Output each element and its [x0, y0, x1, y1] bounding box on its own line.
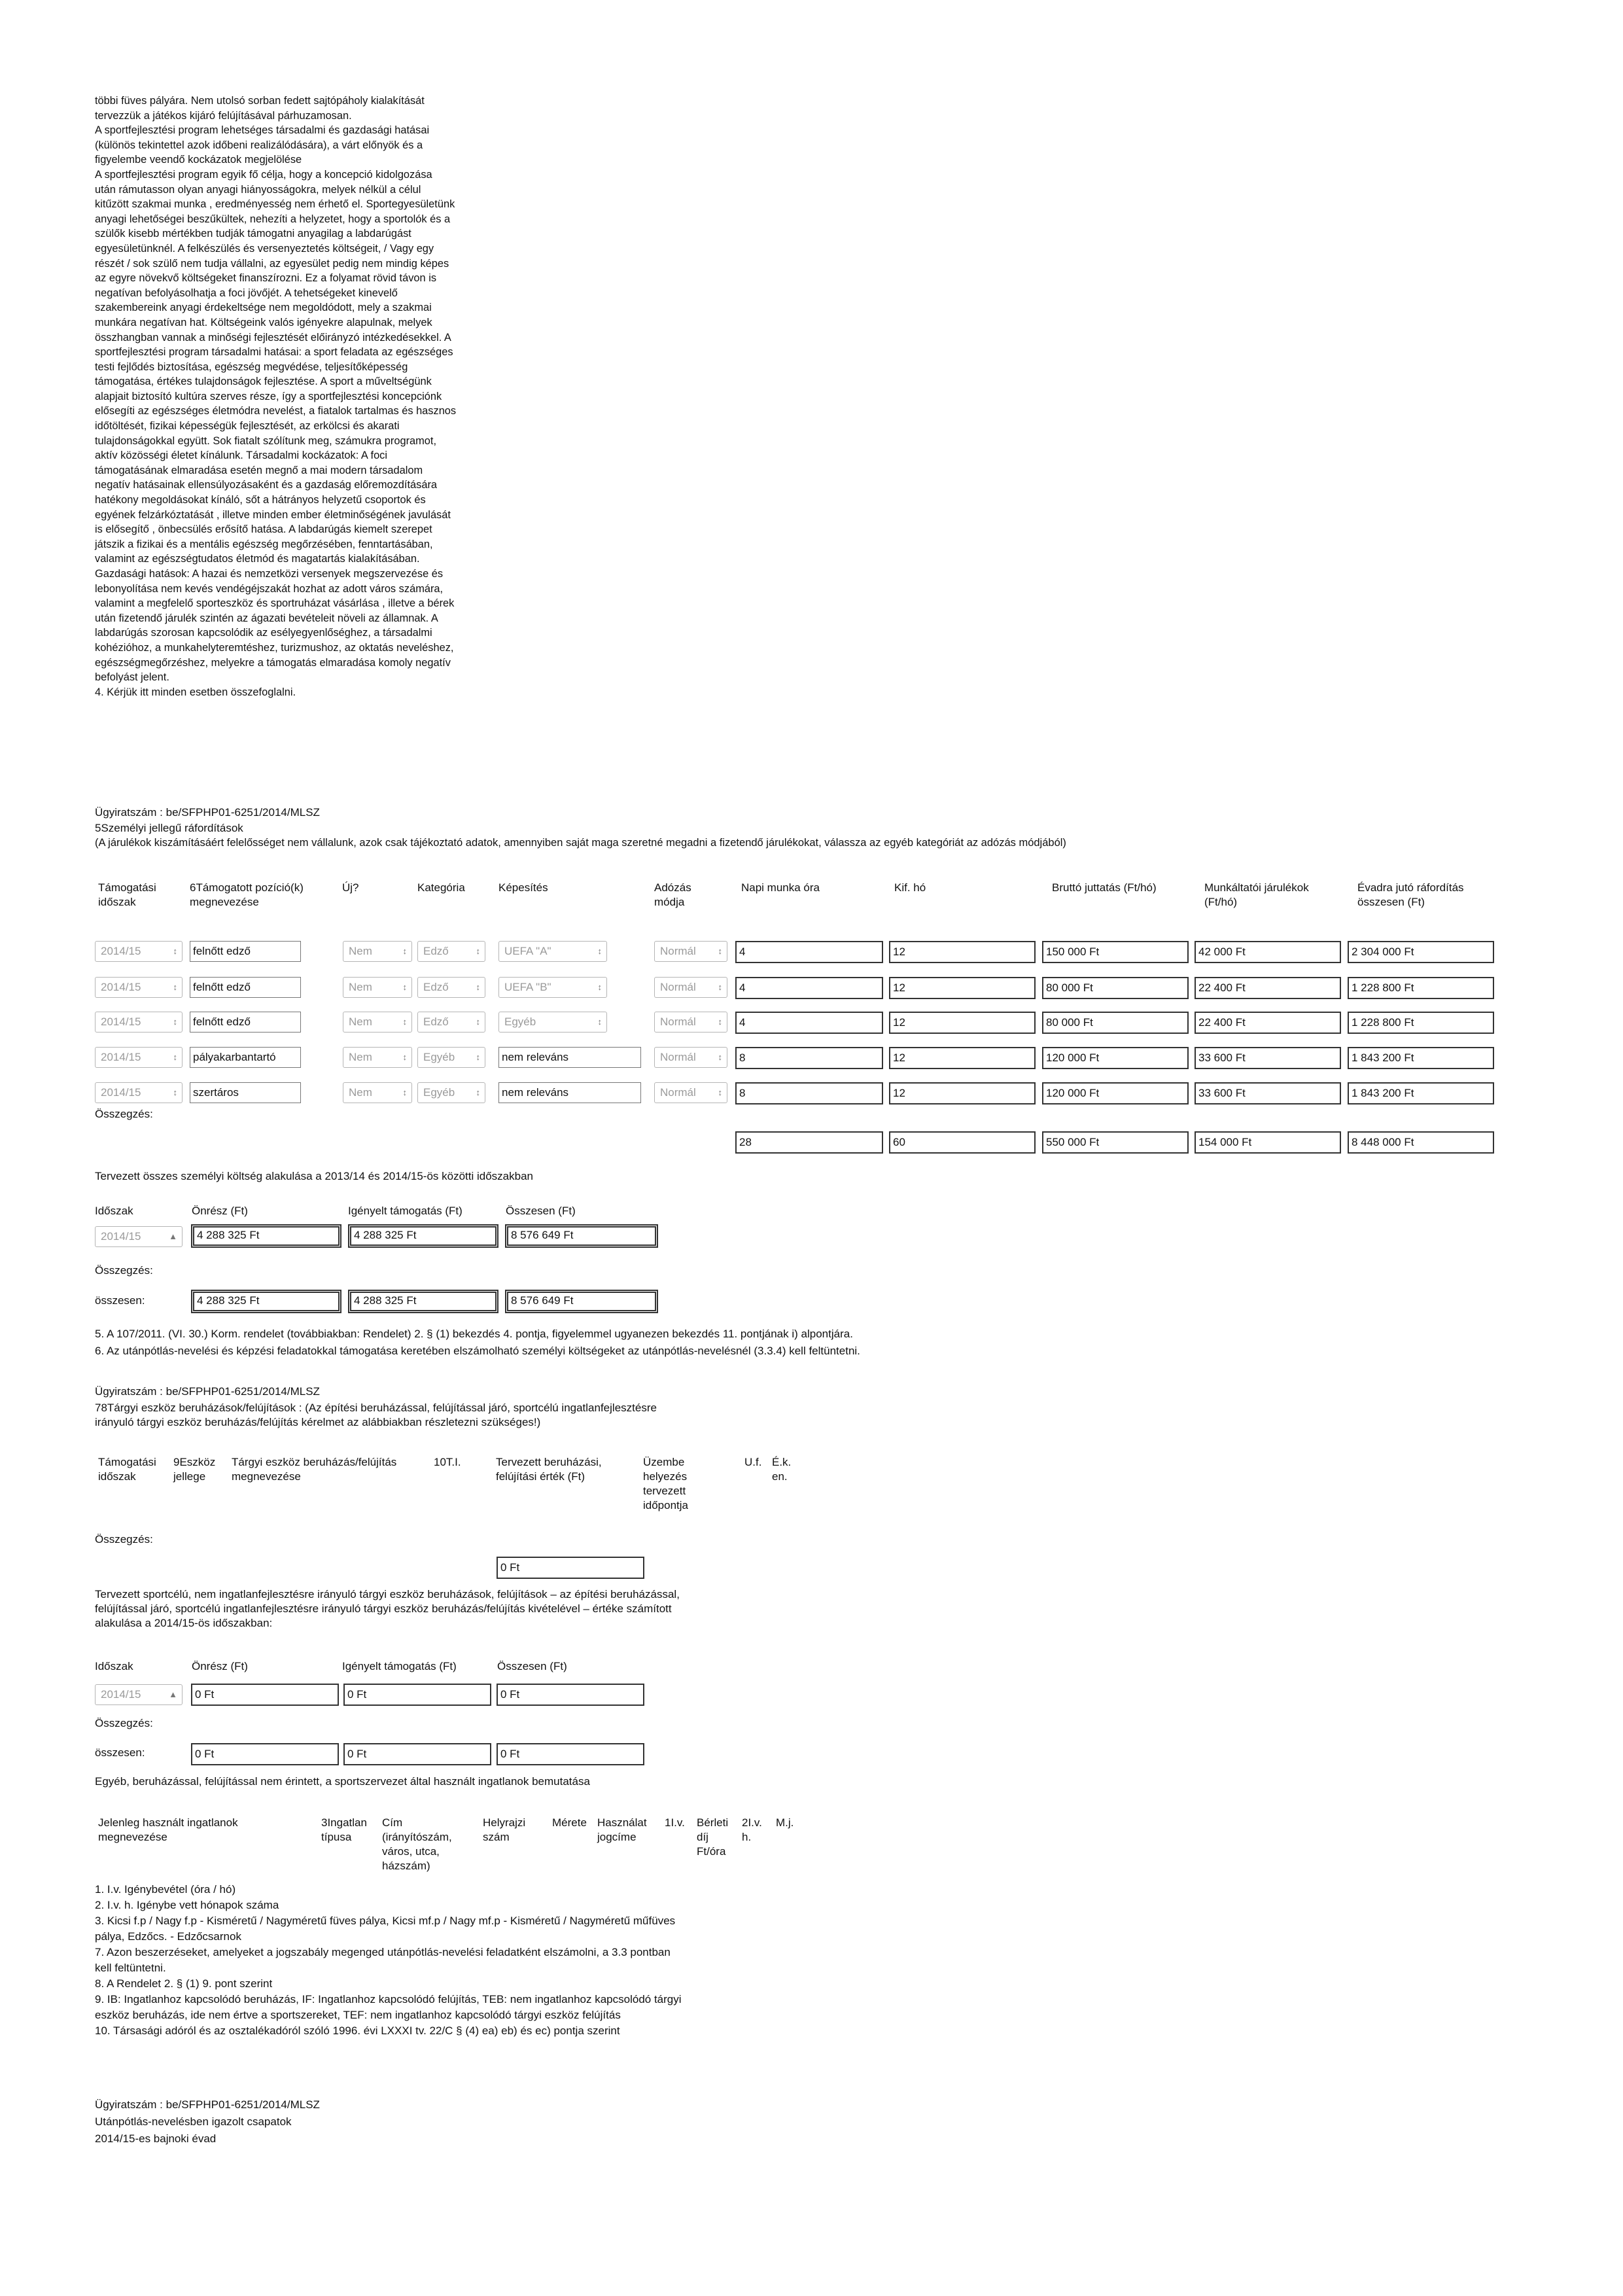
new-select[interactable]: Nem ↕: [343, 977, 412, 998]
qualification-field[interactable]: nem releváns: [498, 1047, 641, 1068]
select-arrow-icon: ↕: [476, 946, 480, 956]
prop-header-address: Cím (irányítószám, város, utca, házszám): [382, 1816, 452, 1872]
p1-header-requested: Igényelt támogatás (Ft): [348, 1205, 462, 1217]
section-78-title: 78Tárgyi eszköz beruházások/felújítások : (Az építési beruházással, felújítással járó, sportcélú ingatlanfejlesztésre irányuló tárgyi eszköz beruházás/felújítás kérelmet az alábbiakban részletezni szükséges!): [95, 1402, 657, 1428]
note-5: 5. A 107/2011. (VI. 30.) Korm. rendelet (továbbiakban: Rendelet) 2. § (1) bekezdés 4. pontja, figyelemmel ugyanezen bekezdés 11. pontjának i) alpontjára.: [95, 1328, 853, 1340]
sum-total-field[interactable]: 8 448 000 Ft: [1348, 1131, 1494, 1154]
section-5-note: (A járulékok kiszámításáért felelősséget nem vállalunk, azok csak tájékoztató adatok, amennyiben saját maga szeretné megadni a fizetendő járulékokat, válassza az egyéb kategóriát az adózás módjából): [95, 837, 1066, 849]
select-arrow-icon: ↕: [718, 946, 722, 956]
intro-paragraph: többi füves pályára. Nem utolsó sorban fedett sajtópáholy kialakítását tervezzük a játékos kijáró felújításával párhuzamosan. A sportfejlesztési program lehetséges társadalmi és gazdasági hatásai (különös tekintettel azok időbeni realizálódására), a várt előnyök és a figyelembe veendő kockázatok megjelölése A sportfejlesztési program egyik fő célja, hogy a koncepció kidolgozása után rámutasson olyan anyagi hiányosságokra, melyek nélkül a célul kitűzött szakmai munka , eredményesség nem érhető el. Sportegyesületünk anyagi lehetőségei beszűkültek, nehezíti a helyzetet, hogy a sportolók és a szülők kisebb mértékben tudják támogatni anyagilag a labdarúgást egyesületünknél. A felkészülés és versenyeztetés költségeit, / Vagy egy részét / sok szülő nem tudja vállalni, az egyesület pedig nem mindig képes az egyre növekvő költségeket finanszírozni. Ez a folyamat rövid távon is negatívan befolyásolhatja a foci jövőjét. A tehetségeket kinevelő szakembereink anyagi érdekeltsége nem megoldódott, mely a szakmai munkára negatívan hat. Költségeink valós igényekre alapulnak, melyek összhangban vannak a minőségi fejlesztését előirányzó intézkedésekkel. A sportfejlesztési program társadalmi hatásai: a sport feladata az egészséges testi fejlődés biztosítása, egészség megvédése, teljesítőképesség támogatása, értékes tulajdonságok fejlesztése. A sport a műveltségünk alapjait biztosító kultúra szerves része, így a sportfejlesztési koncepciónk elősegíti az egészséges életmódra nevelést, a fiatalok tartalmas és hasznos időtöltését, fizikai képességük fejlesztését, az erkölcsi és akarati tulajdonságokkal együtt. Sok fiatalt szólítunk meg, számukra programot, aktív közösségi életet kínálunk. Társadalmi kockázatok: A foci támogatásának elmaradása esetén megnő a mai modern társadalom negatív hatásainak ellensúlyozásaként és a gazdaság előremozdítására hatékony megoldásokat kínáló, sőt a hátrányos helyzetű csoportok és egyének felzárkóztatását , illetve minden ember életminőségének javulását is elősegítő , önbecsülés erősítő hatása. A labdarúgás kiemelt szerepet játszik a fizikai és a mentális egészség megőrzésében, fenntartásában, valamint az egészségtudatos életmód és magatartás kialakításában. Gazdasági hatások: A hazai és nemzetközi versenyek megszervezése és lebonyolítása nem kevés vendégéjszakát hozhat az adott város számára, valamint a megfelelő sporteszköz és sportruházat vásárlása , illetve a bérek után fizetendő járulék szintén az ágazati bevételeit növeli az államnak. A labdarúgás szorosan kapcsolódik az esélyegyenlőséghez, a társadalmi kohézióhoz, a munkahelyteremtéshez, turizmushoz, az oktatás neveléshez, egészségmegőrzéshez, melyekre a támogatás elmaradása komoly negatív befolyást jelent. 4. Kérjük itt minden esetben összefoglalni.: [95, 95, 457, 698]
prop-header-name: Jelenleg használt ingatlanok megnevezése: [98, 1816, 238, 1843]
qualification-field[interactable]: nem releváns: [498, 1082, 641, 1103]
sum-months-field[interactable]: 60: [889, 1131, 1036, 1154]
gross-field[interactable]: 120 000 Ft: [1042, 1047, 1189, 1069]
category-select[interactable]: Egyéb ↕: [417, 1082, 485, 1103]
youth-teams-title: Utánpótlás-nevelésben igazolt csapatok: [95, 2115, 292, 2128]
position-field[interactable]: pályakarbantartó: [190, 1047, 301, 1068]
select-arrow-icon: ↕: [718, 1017, 722, 1027]
s78-header-ti: 10T.I.: [434, 1456, 461, 1468]
p1-header-period: Időszak: [95, 1205, 133, 1217]
select-arrow-icon: ↕: [173, 1087, 177, 1097]
hours-field[interactable]: 8: [735, 1082, 883, 1104]
p2-period-select[interactable]: 2014/15 ▲︎: [95, 1684, 183, 1705]
new-select[interactable]: Nem ↕: [343, 1012, 412, 1033]
select-arrow-icon: ↕: [402, 1052, 407, 1062]
p2-own-total-field[interactable]: 0 Ft: [191, 1743, 339, 1765]
category-select[interactable]: Edző ↕: [417, 941, 485, 962]
property-title: Egyéb, beruházással, felújítással nem érintett, a sportszervezet által használt ingatlanok bemutatása: [95, 1775, 590, 1788]
select-arrow-icon: ↕: [718, 1087, 722, 1097]
total-field[interactable]: 1 843 200 Ft: [1348, 1047, 1494, 1069]
hours-field[interactable]: 4: [735, 941, 883, 963]
new-select[interactable]: Nem ↕: [343, 941, 412, 962]
s5-header-0: Támogatási időszak: [98, 881, 156, 908]
p1-requested-total-field[interactable]: 4 288 325 Ft: [348, 1290, 498, 1313]
select-arrow-icon: ↕: [173, 946, 177, 956]
planned-personnel-title: Tervezett összes személyi költség alakulása a 2013/14 és 2014/15-ös közötti időszakban: [95, 1170, 533, 1182]
sum-hours-field[interactable]: 28: [735, 1131, 883, 1154]
p1-header-total: Összesen (Ft): [506, 1205, 576, 1217]
position-field[interactable]: felnőtt edző: [190, 941, 301, 962]
select-arrow-icon: ↕: [173, 982, 177, 992]
p2-header-requested: Igényelt támogatás (Ft): [342, 1660, 457, 1672]
select-arrow-icon: ↕: [173, 1052, 177, 1062]
select-arrow-icon: ▲︎: [169, 1689, 177, 1699]
new-select[interactable]: Nem ↕: [343, 1082, 412, 1103]
select-arrow-icon: ↕: [718, 1052, 722, 1062]
p2-header-period: Időszak: [95, 1660, 133, 1672]
s5-header-2: Új?: [342, 881, 359, 894]
p2-summary-label: Összegzés:: [95, 1717, 153, 1729]
season-label: 2014/15-es bajnoki évad: [95, 2132, 217, 2145]
p2-header-own: Önrész (Ft): [192, 1660, 248, 1672]
p2-total-total-field[interactable]: 0 Ft: [497, 1743, 644, 1765]
s5-header-7: Kif. hó: [894, 881, 926, 894]
select-arrow-icon: ↕: [402, 1017, 407, 1027]
select-arrow-icon: ↕: [597, 946, 602, 956]
prop-header-type: 3Ingatlan típusa: [321, 1816, 367, 1843]
select-arrow-icon: ↕: [402, 1087, 407, 1097]
contrib-field[interactable]: 33 600 Ft: [1195, 1047, 1341, 1069]
s78-header-period: Támogatási időszak: [98, 1456, 156, 1483]
p2-own-field[interactable]: 0 Ft: [191, 1684, 339, 1706]
gross-field[interactable]: 120 000 Ft: [1042, 1082, 1189, 1104]
period-select[interactable]: 2014/15 ↕: [95, 941, 183, 962]
prop-header-mj: M.j.: [776, 1816, 794, 1829]
p1-total-total-field[interactable]: 8 576 649 Ft: [505, 1290, 658, 1313]
position-field[interactable]: felnőtt edző: [190, 977, 301, 998]
hours-field[interactable]: 8: [735, 1047, 883, 1069]
s5-header-6: Napi munka óra: [741, 881, 820, 894]
prop-header-iv: 1I.v.: [665, 1816, 685, 1829]
qualification-select[interactable]: Egyéb ↕: [498, 1012, 607, 1033]
category-select[interactable]: Edző ↕: [417, 1012, 485, 1033]
qualification-select[interactable]: UEFA "B" ↕: [498, 977, 607, 998]
position-field[interactable]: szertáros: [190, 1082, 301, 1103]
contrib-field[interactable]: 22 400 Ft: [1195, 977, 1341, 999]
select-arrow-icon: ↕: [476, 1052, 480, 1062]
section-5-title: 5Személyi jellegű ráfordítások: [95, 822, 243, 834]
total-field[interactable]: 1 843 200 Ft: [1348, 1082, 1494, 1104]
tax-select[interactable]: Normál ↕: [654, 977, 727, 998]
months-field[interactable]: 12: [889, 977, 1036, 999]
s5-header-3: Kategória: [417, 881, 465, 894]
prop-header-size: Mérete: [552, 1816, 587, 1829]
p2-total-field[interactable]: 0 Ft: [497, 1684, 644, 1706]
total-field[interactable]: 1 228 800 Ft: [1348, 1012, 1494, 1034]
hours-field[interactable]: 4: [735, 977, 883, 999]
select-arrow-icon: ↕: [402, 982, 407, 992]
prop-header-title: Használat jogcíme: [597, 1816, 647, 1843]
select-arrow-icon: ↕: [476, 1017, 480, 1027]
period-select[interactable]: 2014/15 ↕: [95, 1012, 183, 1033]
p1-own-total-field[interactable]: 4 288 325 Ft: [191, 1290, 341, 1313]
gross-field[interactable]: 80 000 Ft: [1042, 1012, 1189, 1034]
s5-header-10: Évadra jutó ráfordítás összesen (Ft): [1357, 881, 1464, 908]
s78-summary-label: Összegzés:: [95, 1533, 153, 1545]
period-select[interactable]: 2014/15 ↕: [95, 1047, 183, 1068]
hours-field[interactable]: 4: [735, 1012, 883, 1034]
s78-header-date: Üzembe helyezés tervezett időpontja: [643, 1456, 689, 1511]
period-select[interactable]: 2014/15 ↕: [95, 1082, 183, 1103]
s78-header-type: 9Eszköz jellege: [173, 1456, 216, 1483]
sum-gross-field[interactable]: 550 000 Ft: [1042, 1131, 1189, 1154]
select-arrow-icon: ↕: [597, 1017, 602, 1027]
footnotes: 1. I.v. Igénybevétel (óra / hó) 2. I.v. h. Igénybe vett hónapok száma 3. Kicsi f.p / Nagy f.p - Kisméretű / Nagyméretű füves pálya, Kicsi mf.p / Nagy mf.p - Kisméretű / Nagyméretű műfüves pálya, Edzőcs. - Edzőcsarnok 7. Azon beszerzéseket, amelyeket a jogszabály megenged utánpótlás-nevelési feladatként elszámolni, a 3.3 pontban kell feltüntetni. 8. A Rendelet 2. § (1) 9. pont szerint 9. IB: Ingatlanhoz kapcsolódó beruházás, IF: Ingatlanhoz kapcsolódó felújítás, TEB: nem ingatlanhoz kapcsolódó tárgyi eszköz beruházás, ide nem értve a sportszereket, TEF: nem ingatlanhoz kapcsolódó tárgyi eszköz felújítás 10. Társasági adóról és az osztalékadóról szóló 1996. évi LXXXI tv. 22/C § (4) ea) eb) és ec) pontja szerint: [95, 1883, 682, 2037]
months-field[interactable]: 12: [889, 941, 1036, 963]
prop-header-lot: Helyrajzi szám: [483, 1816, 526, 1843]
months-field[interactable]: 12: [889, 1012, 1036, 1034]
s5-header-1: 6Támogatott pozíció(k) megnevezése: [190, 881, 304, 908]
s78-header-uf: U.f.: [744, 1456, 762, 1468]
section-5-summary-label: Összegzés:: [95, 1108, 153, 1120]
case-number-78: Ügyiratszám : be/SFPHP01-6251/2014/MLSZ: [95, 1385, 320, 1398]
gross-field[interactable]: 150 000 Ft: [1042, 941, 1189, 963]
s78-header-value: Tervezett beruházási, felújítási érték (Ft): [496, 1456, 602, 1483]
total-field[interactable]: 1 228 800 Ft: [1348, 977, 1494, 999]
case-number-final: Ügyiratszám : be/SFPHP01-6251/2014/MLSZ: [95, 2098, 320, 2111]
case-number-5: Ügyiratszám : be/SFPHP01-6251/2014/MLSZ: [95, 806, 320, 819]
p2-total-label: összesen:: [95, 1746, 145, 1759]
contrib-field[interactable]: 22 400 Ft: [1195, 1012, 1341, 1034]
months-field[interactable]: 12: [889, 1047, 1036, 1069]
s78-header-ek: É.k. en.: [772, 1456, 792, 1483]
p1-header-own: Önrész (Ft): [192, 1205, 248, 1217]
p2-header-total: Összesen (Ft): [497, 1660, 567, 1672]
category-select[interactable]: Egyéb ↕: [417, 1047, 485, 1068]
prop-header-ivh: 2I.v. h.: [742, 1816, 762, 1843]
gross-field[interactable]: 80 000 Ft: [1042, 977, 1189, 999]
sum-contrib-field[interactable]: 154 000 Ft: [1195, 1131, 1341, 1154]
period-select[interactable]: 2014/15 ↕: [95, 977, 183, 998]
p2-requested-total-field[interactable]: 0 Ft: [343, 1743, 491, 1765]
category-select[interactable]: Edző ↕: [417, 977, 485, 998]
select-arrow-icon: ↕: [476, 982, 480, 992]
planned-assets-title: Tervezett sportcélú, nem ingatlanfejlesztésre irányuló tárgyi eszköz beruházások, felújítások – az építési beruházással, felújítással járó, sportcélú ingatlanfejlesztésre irányuló tárgyi eszköz beruházás/felújítás kivételével – értéke számított alakulása a 2014/15-ös időszakban:: [95, 1588, 680, 1629]
p1-total-field[interactable]: 8 576 649 Ft: [505, 1224, 658, 1248]
tax-select[interactable]: Normál ↕: [654, 1012, 727, 1033]
total-field[interactable]: 2 304 000 Ft: [1348, 941, 1494, 963]
s5-header-9: Munkáltatói járulékok (Ft/hó): [1204, 881, 1309, 908]
note-6: 6. Az utánpótlás-nevelési és képzési feladatokkal támogatása keretében elszámolható személyi költségeket az utánpótlás-nevelésnél (3.3.4) kell feltüntetni.: [95, 1345, 860, 1357]
months-field[interactable]: 12: [889, 1082, 1036, 1104]
qualification-select[interactable]: UEFA "A" ↕: [498, 941, 607, 962]
contrib-field[interactable]: 42 000 Ft: [1195, 941, 1341, 963]
select-arrow-icon: ↕: [718, 982, 722, 992]
p1-total-label: összesen:: [95, 1294, 145, 1307]
select-arrow-icon: ↕: [597, 982, 602, 992]
s5-header-8: Bruttó juttatás (Ft/hó): [1052, 881, 1157, 894]
s78-sum-field[interactable]: 0 Ft: [497, 1557, 644, 1579]
p2-requested-field[interactable]: 0 Ft: [343, 1684, 491, 1706]
prop-header-rent: Bérleti díj Ft/óra: [697, 1816, 729, 1858]
position-field[interactable]: felnőtt edző: [190, 1012, 301, 1033]
p1-summary-label: Összegzés:: [95, 1264, 153, 1277]
p1-period-select[interactable]: 2014/15 ▲︎: [95, 1226, 183, 1247]
s78-header-name: Tárgyi eszköz beruházás/felújítás megnevezése: [232, 1456, 397, 1483]
p1-requested-field[interactable]: 4 288 325 Ft: [348, 1224, 498, 1248]
p1-own-field[interactable]: 4 288 325 Ft: [191, 1224, 341, 1248]
select-arrow-icon: ↕: [173, 1017, 177, 1027]
new-select[interactable]: Nem ↕: [343, 1047, 412, 1068]
s5-header-4: Képesítés: [498, 881, 548, 894]
contrib-field[interactable]: 33 600 Ft: [1195, 1082, 1341, 1104]
s5-header-5: Adózás módja: [654, 881, 691, 908]
select-arrow-icon: ↕: [476, 1087, 480, 1097]
tax-select[interactable]: Normál ↕: [654, 1047, 727, 1068]
tax-select[interactable]: Normál ↕: [654, 941, 727, 962]
select-arrow-icon: ↕: [402, 946, 407, 956]
tax-select[interactable]: Normál ↕: [654, 1082, 727, 1103]
select-arrow-icon: ▲︎: [169, 1231, 177, 1241]
